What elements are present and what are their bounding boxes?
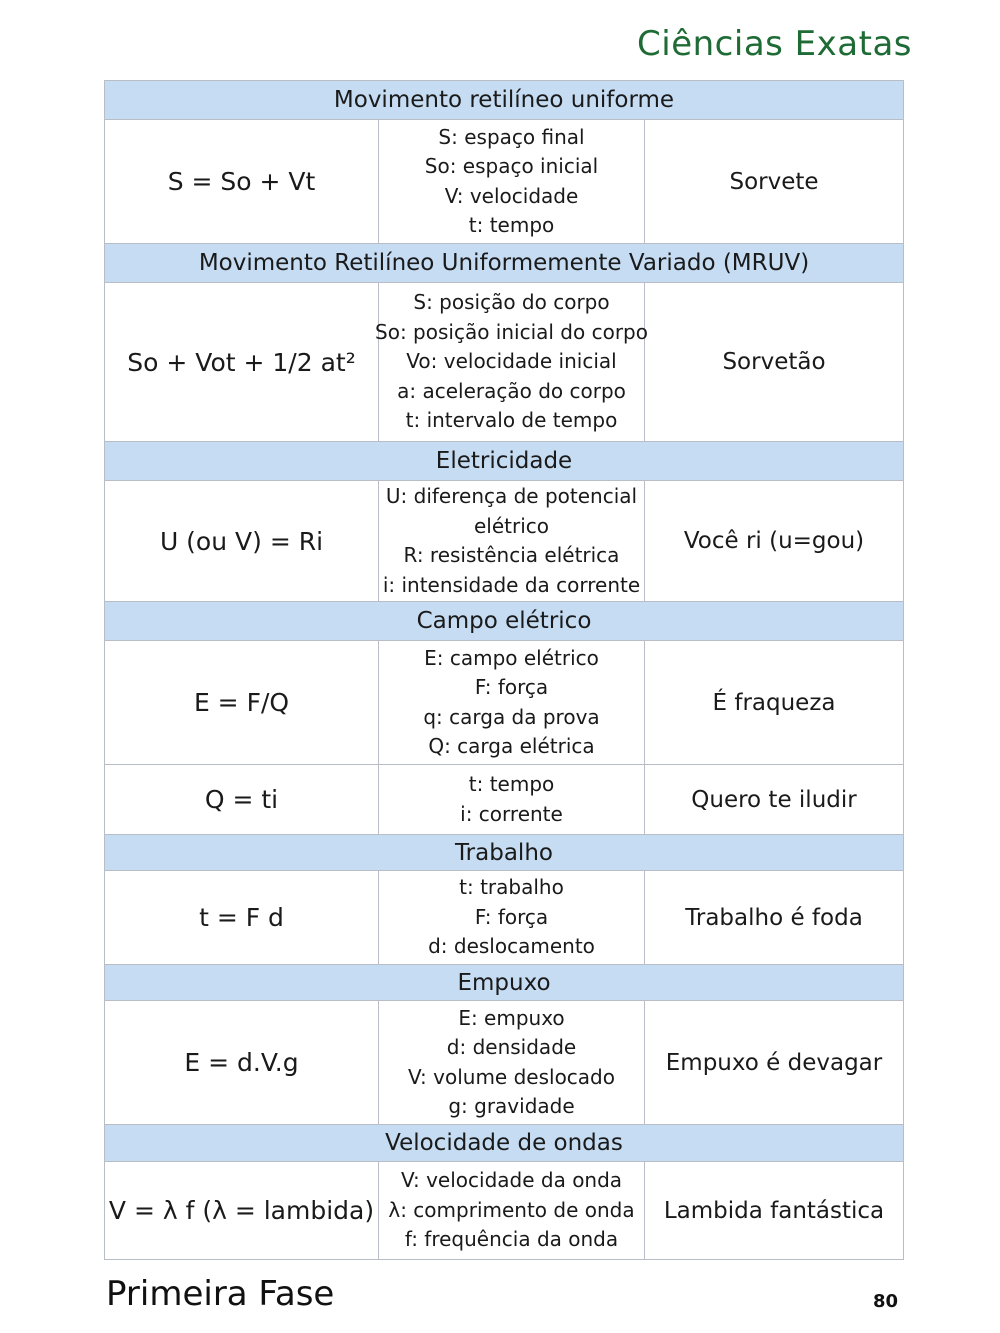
variables-cell bbox=[379, 871, 645, 964]
formula-cell: U (ou V) = Ri bbox=[105, 481, 379, 601]
page-number: 80 bbox=[872, 1291, 898, 1312]
section-header-trabalho: Trabalho bbox=[105, 835, 903, 871]
mnemonic-cell: Sorvetão bbox=[722, 349, 826, 375]
variables-cell bbox=[379, 1162, 645, 1259]
formula-cell: S = So + Vt bbox=[105, 120, 379, 243]
table-row bbox=[105, 120, 903, 244]
variable-item: E: campo elétrico bbox=[424, 645, 599, 670]
variable-item: t: tempo bbox=[468, 772, 555, 796]
section-header-campo-eletrico: Campo elétrico bbox=[105, 602, 903, 641]
variable-item: t: tempo bbox=[468, 213, 555, 237]
variable-item: U: diferença de potencial bbox=[385, 484, 638, 508]
variable-item: V: velocidade bbox=[444, 183, 579, 208]
variable-item: So: espaço inicial bbox=[424, 154, 599, 178]
formula-cell: So + Vot + 1/2 at² bbox=[105, 283, 379, 441]
mnemonic-cell: Sorvete bbox=[729, 168, 819, 195]
table-row bbox=[105, 765, 903, 835]
variable-item: q: carga da prova bbox=[423, 704, 600, 729]
table-row bbox=[105, 1001, 903, 1125]
formula-table bbox=[104, 80, 904, 1260]
variable-item: g: gravidade bbox=[448, 1094, 575, 1118]
formula-cell: t = F d bbox=[105, 871, 379, 964]
variable-item: Vo: velocidade inicial bbox=[406, 349, 617, 374]
variable-item: a: aceleração do corpo bbox=[397, 378, 626, 403]
variable-item: S: espaço final bbox=[438, 124, 585, 149]
section-header-velocidade-ondas: Velocidade de ondas bbox=[105, 1125, 903, 1162]
variable-item: F: força bbox=[474, 675, 549, 699]
mnemonic-cell: Lambida fantástica bbox=[663, 1197, 885, 1224]
variables-cell bbox=[379, 481, 645, 601]
variable-item: t: trabalho bbox=[459, 875, 564, 900]
section-header-empuxo: Empuxo bbox=[105, 965, 903, 1001]
variable-item: i: corrente bbox=[460, 801, 563, 826]
mnemonic-cell: Empuxo é devagar bbox=[665, 1049, 883, 1076]
table-row bbox=[105, 283, 903, 442]
formula-cell: E = F/Q bbox=[105, 641, 379, 764]
formula-cell: E = d.V.g bbox=[105, 1001, 379, 1124]
section-header-eletricidade: Eletricidade bbox=[105, 442, 903, 481]
variable-item: S: posição do corpo bbox=[413, 290, 610, 315]
variable-item: V: volume deslocado bbox=[408, 1064, 615, 1089]
mnemonic-cell: Você ri (u=gou) bbox=[683, 528, 865, 554]
footer-section-label: Primeira Fase bbox=[106, 1274, 335, 1314]
table-row bbox=[105, 871, 903, 965]
variable-item: Q: carga elétrica bbox=[428, 734, 595, 758]
table-row bbox=[105, 1162, 903, 1259]
variables-cell bbox=[375, 283, 648, 441]
variable-item: F: força bbox=[474, 904, 549, 929]
table-row bbox=[105, 641, 903, 765]
formula-cell: Q = ti bbox=[105, 765, 379, 834]
variables-cell bbox=[379, 765, 645, 834]
section-header-mruv: Movimento Retilíneo Uniformemente Variado (MRUV) bbox=[105, 244, 903, 283]
variable-item: f: frequência da onda bbox=[404, 1227, 619, 1252]
variable-item: elétrico bbox=[473, 513, 550, 538]
variable-item: i: intensidade da corrente bbox=[382, 572, 641, 597]
table-row bbox=[105, 481, 903, 602]
variable-item: d: densidade bbox=[446, 1035, 577, 1059]
variable-item: λ: comprimento de onda bbox=[388, 1197, 635, 1222]
variable-item: E: empuxo bbox=[458, 1005, 565, 1030]
formula-cell: V = λ f (λ = lambida) bbox=[105, 1162, 379, 1259]
variables-cell bbox=[379, 120, 645, 243]
mnemonic-cell: Quero te iludir bbox=[691, 786, 857, 813]
mnemonic-cell: É fraqueza bbox=[712, 689, 836, 716]
variable-item: So: posição inicial do corpo bbox=[375, 319, 648, 344]
variables-cell bbox=[379, 641, 645, 764]
page-title: Ciências Exatas bbox=[637, 24, 912, 64]
variable-item: R: resistência elétrica bbox=[403, 543, 620, 567]
variables-cell bbox=[379, 1001, 645, 1124]
variable-item: V: velocidade da onda bbox=[400, 1168, 623, 1193]
variable-item: t: intervalo de tempo bbox=[405, 408, 618, 433]
section-header-mru: Movimento retilíneo uniforme bbox=[105, 81, 903, 120]
mnemonic-cell: Trabalho é foda bbox=[685, 904, 863, 931]
variable-item: d: deslocamento bbox=[428, 934, 595, 959]
